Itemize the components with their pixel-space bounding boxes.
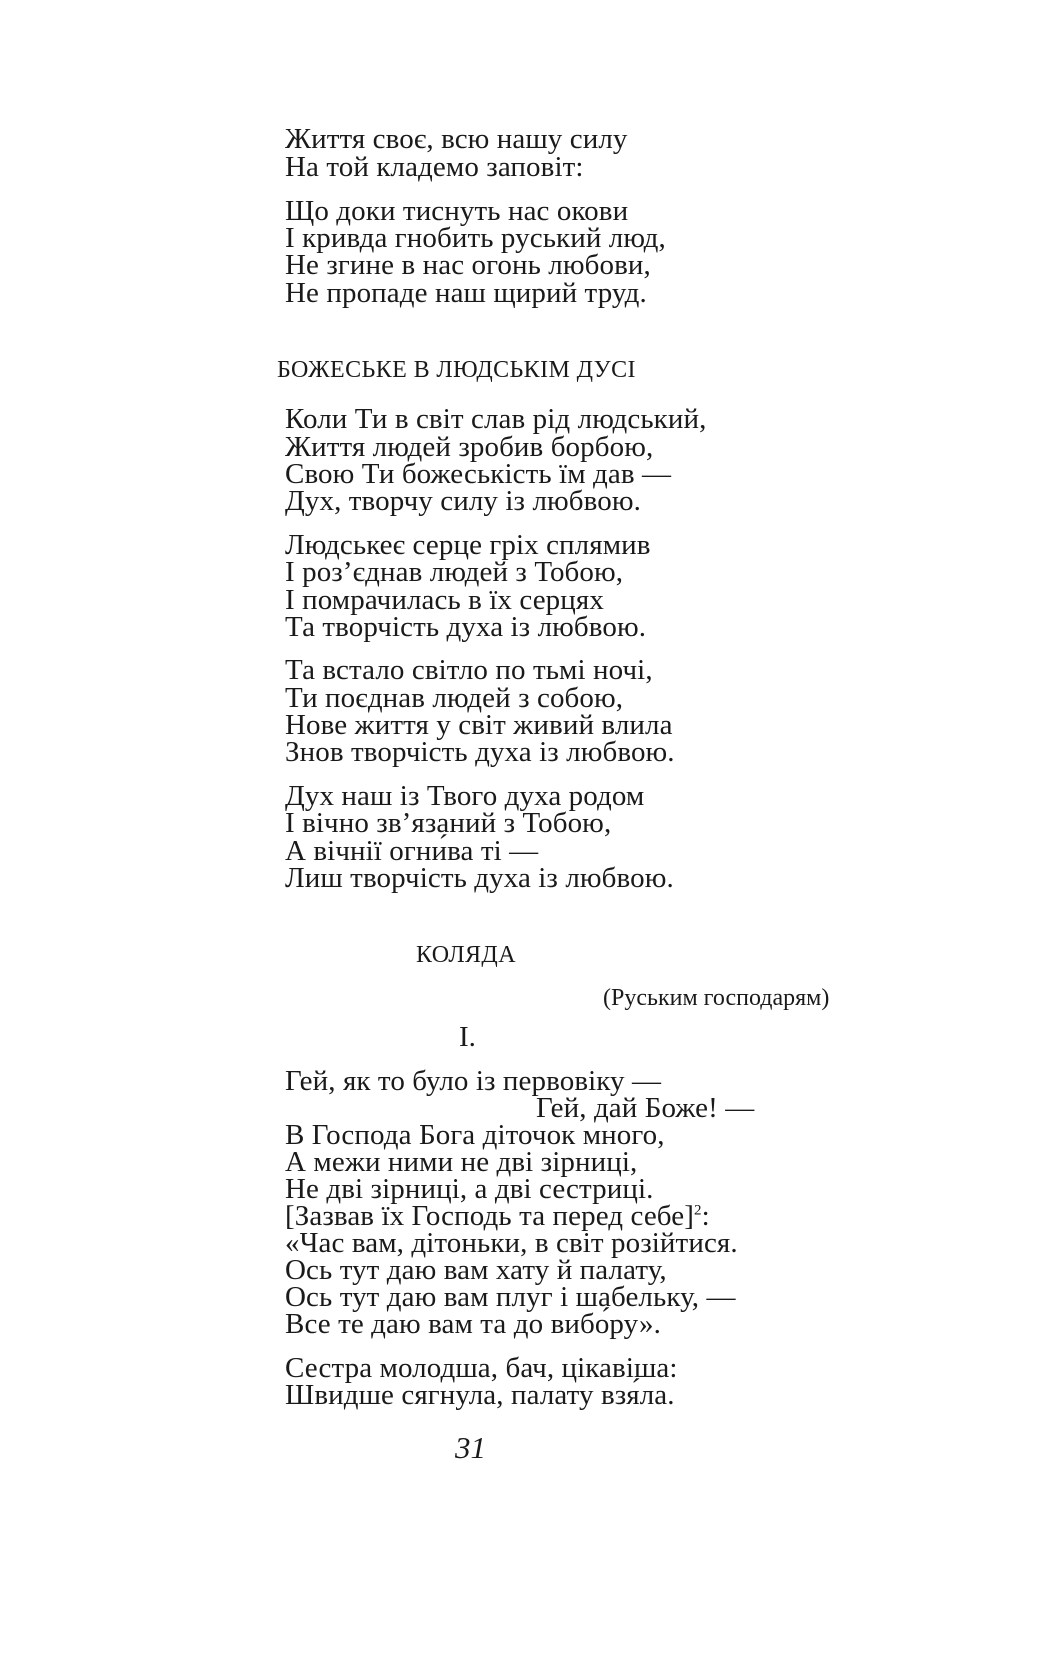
footnote-mark: 2	[694, 1202, 702, 1219]
poem-line: Життя людей зробив борбою,	[285, 431, 654, 463]
section-number: I.	[459, 1021, 476, 1053]
poem-line: Лиш творчість духа із любвою.	[285, 862, 674, 894]
page-number: 31	[455, 1430, 486, 1465]
poem-line: «Час вам, дітоньки, в світ розійтися.	[285, 1227, 738, 1259]
poem-line: Швидше сягнула, палату взя́ла.	[285, 1379, 675, 1411]
poem-line: Ось тут даю вам плуг і шабельку, —	[285, 1281, 736, 1313]
poem-line: І вічно зв’язаний з Тобою,	[285, 807, 612, 839]
poem-line: Дух, творчу силу із любвою.	[285, 485, 641, 517]
poem-line: А вічнії огни́ва ті —	[285, 835, 539, 867]
poem-line: Гей, як то було із первовіку —	[285, 1065, 662, 1097]
poem-line: Не дві зірниці, а дві сестриці.	[285, 1173, 654, 1205]
poem-line: Та творчість духа із любвою.	[285, 611, 647, 643]
poem-line: Нове життя у світ живий влила	[285, 709, 673, 741]
poem-line: Не пропаде наш щирий труд.	[285, 277, 647, 309]
poem-line: Та встало світло по тьмі ночі,	[285, 654, 653, 686]
poem-line: Все те даю вам та до вибо́ру».	[285, 1308, 661, 1340]
poem-line: Що доки тиснуть нас окови	[285, 195, 629, 227]
poem-line: Не згине в нас огонь любови,	[285, 249, 651, 281]
poem-title: БОЖЕСЬКЕ В ЛЮДСЬКІМ ДУСІ	[277, 357, 636, 383]
poem-line: І помрачилась в їх серцях	[285, 584, 604, 616]
poem-line: На той кладемо заповіт:	[285, 151, 584, 183]
poem-dedication: (Руським господарям)	[603, 985, 830, 1011]
poem-line: Ось тут даю вам хату й палату,	[285, 1254, 667, 1286]
poem-line: Людськеє серце гріх сплямив	[285, 529, 651, 561]
poem-line: Коли Ти в світ слав рід людський,	[285, 403, 707, 435]
poem-line-punct: :	[701, 1200, 710, 1232]
poem-refrain: Гей, дай Боже! —	[536, 1092, 755, 1124]
poem-line: І роз’єднав людей з Тобою,	[285, 556, 624, 588]
poem-line: Свою Ти божеськість їм дав —	[285, 458, 672, 490]
poem-line: В Господа Бога діточок много,	[285, 1119, 665, 1151]
poem-title: КОЛЯДА	[416, 942, 516, 968]
poem-line: Ти поєднав людей з собою,	[285, 682, 624, 714]
poem-line: І кривда гнобить руський люд,	[285, 222, 666, 254]
poem-line-text: [Зазвав їх Господь та перед себе]	[285, 1200, 695, 1232]
poem-line: Життя своє, всю нашу силу	[285, 123, 628, 155]
poem-line: Сестра молодша, бач, цікавіша:	[285, 1352, 678, 1384]
poem-line: Дух наш із Твого духа родом	[285, 780, 645, 812]
poem-line: Знов творчість духа із любвою.	[285, 736, 675, 768]
poem-line: А межи ними не дві зірниці,	[285, 1146, 638, 1178]
